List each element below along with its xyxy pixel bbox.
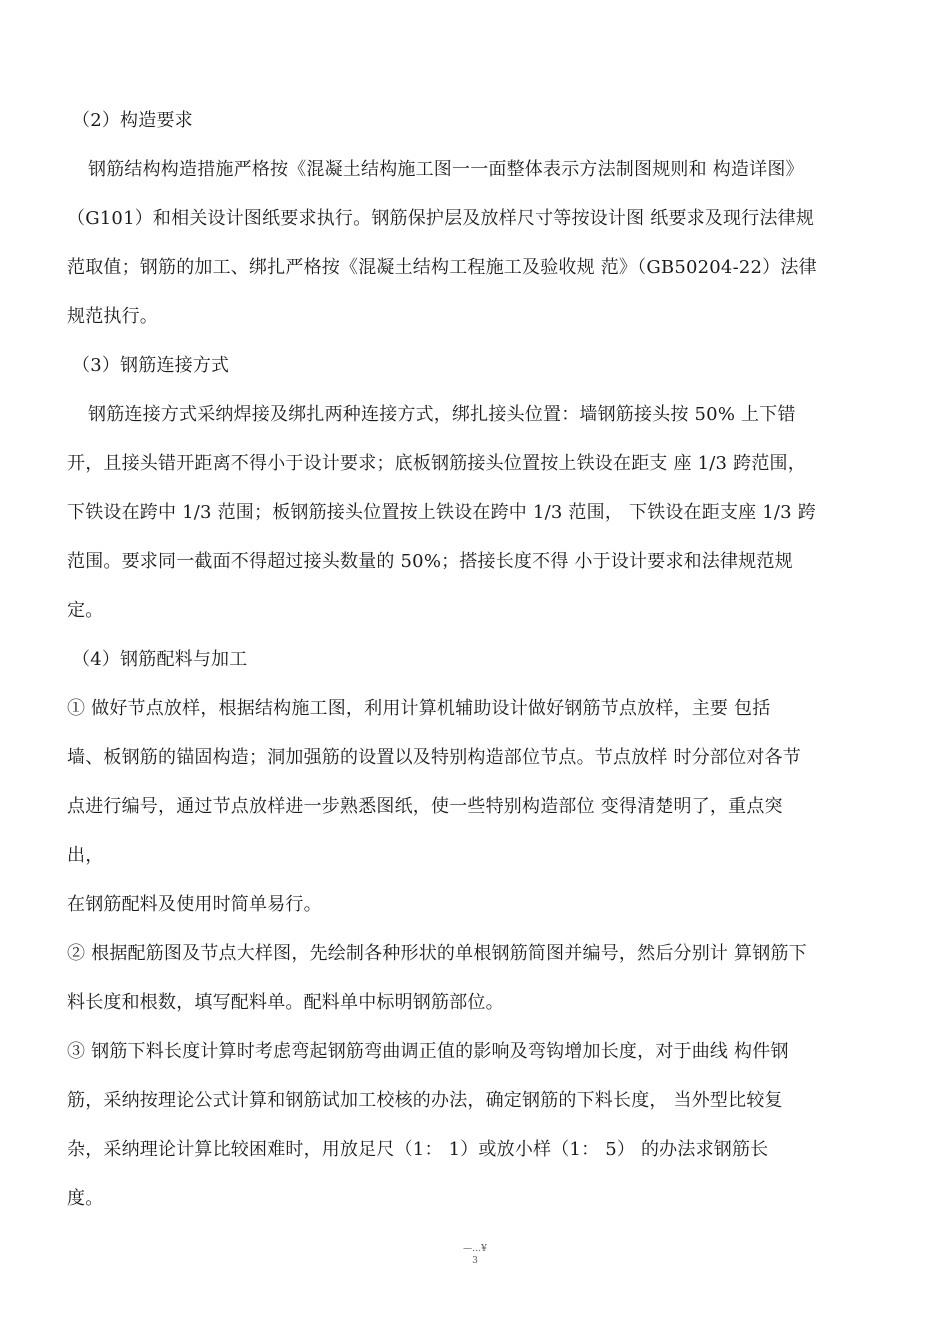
footer-mark: —…¥: [463, 1244, 487, 1254]
paragraph-line: 料长度和根数，填写配料单。配料单中标明钢筋部位。: [67, 992, 504, 1013]
list-item-line: ① 做好节点放样，根据结构施工图，利用计算机辅助设计做好钢筋节点放样，主要 包括: [67, 698, 771, 719]
paragraph-line: 出，: [67, 845, 104, 866]
paragraph-line: 钢筋连接方式采纳焊接及绑扎两种连接方式，绑扎接头位置：墙钢筋接头按 50% 上下错: [88, 404, 796, 425]
paragraph-line: 规范执行。: [67, 306, 158, 327]
page-number: 3: [472, 1256, 478, 1266]
list-item-line: ③ 钢筋下料长度计算时考虑弯起钢筋弯曲调正值的影响及弯钩增加长度，对于曲线 构件钢: [67, 1041, 789, 1062]
paragraph-line: 钢筋结构构造措施严格按《混凝土结构施工图一一面整体表示方法制图规则和 构造详图》: [88, 159, 804, 180]
section-heading-construction-requirements: （2）构造要求: [72, 110, 193, 131]
paragraph-line: 墙、板钢筋的锚固构造；洞加强筋的设置以及特别构造部位节点。节点放样 时分部位对各节: [67, 747, 801, 768]
paragraph-line: 杂，采纳理论计算比较困难时，用放足尺（1： 1）或放小样（1： 5） 的办法求钢筋长: [67, 1139, 769, 1160]
list-item-line: ② 根据配筋图及节点大样图，先绘制各种形状的单根钢筋简图并编号，然后分别计 算钢筋下: [67, 943, 807, 964]
paragraph-line: 度。: [67, 1188, 104, 1209]
paragraph-line: 在钢筋配料及使用时简单易行。: [67, 894, 322, 915]
section-heading-rebar-connection: （3）钢筋连接方式: [72, 355, 230, 376]
paragraph-line: 定。: [67, 600, 104, 621]
paragraph-line: 点进行编号，通过节点放样进一步熟悉图纸，使一些特别构造部位 变得清楚明了，重点突: [67, 796, 783, 817]
paragraph-line: 筋，采纳按理论公式计算和钢筋试加工校核的办法，确定钢筋的下料长度， 当外型比较复: [67, 1090, 783, 1111]
paragraph-line: 范取值；钢筋的加工、绑扎严格按《混凝土结构工程施工及验收规 范》（GB50204-22）法律: [67, 257, 817, 278]
paragraph-line: 范围。要求同一截面不得超过接头数量的 50%；搭接长度不得 小于设计要求和法律规范规: [67, 551, 793, 572]
section-heading-rebar-batching: （4）钢筋配料与加工: [72, 649, 248, 670]
paragraph-line: 开，且接头错开距离不得小于设计要求；底板钢筋接头位置按上铁设在距支 座 1/3 跨范围，: [67, 453, 806, 474]
paragraph-line: （G101）和相关设计图纸要求执行。钢筋保护层及放样尺寸等按设计图 纸要求及现行法律规: [67, 208, 815, 229]
paragraph-line: 下铁设在跨中 1/3 范围；板钢筋接头位置按上铁设在跨中 1/3 范围， 下铁设在距支座 1/3 跨: [67, 502, 816, 523]
